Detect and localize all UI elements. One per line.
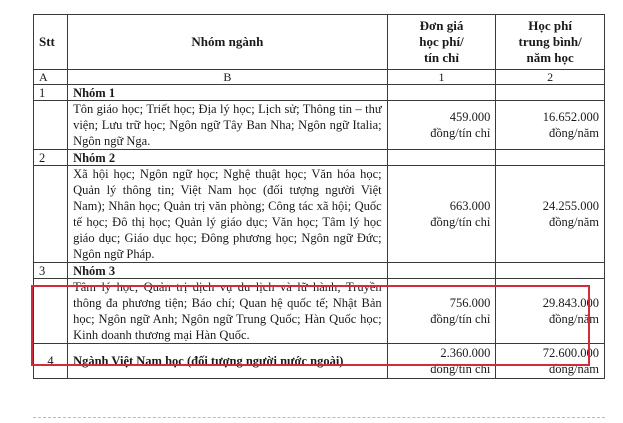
group-majors: Xã hội học; Ngôn ngữ học; Nghệ thuật học; Văn hóa học; Quản lý thông tin; Việt Nam học (đối tượng người Việt Nam); Nhân học; Quản trị văn phòng; Công tác xã hội; Quốc tế học; Đô thị học; Quản lý giáo dục; Văn học; Tâm lý học giáo dục; Giáo dục học; Đông phương học; Ngôn ngữ Đức; Ngôn ngữ Pháp. <box>68 166 388 263</box>
header-price-line: học phí/ <box>419 34 464 49</box>
price-unit: đồng/tín chỉ <box>430 362 491 376</box>
fee-unit: đồng/năm <box>549 215 599 229</box>
group-title-row <box>34 85 605 101</box>
group-stt: 3 <box>34 263 68 279</box>
special-stt: 4 <box>34 344 68 379</box>
empty-cell <box>387 85 496 101</box>
header-fee-line: Học phí <box>528 18 573 33</box>
price-cell <box>387 101 496 150</box>
header-stt: Stt <box>34 15 68 70</box>
subheader-b: B <box>68 70 388 85</box>
price-unit: đồng/tín chỉ <box>430 312 491 326</box>
group-title: Nhóm 3 <box>68 263 388 279</box>
empty-cell <box>387 263 496 279</box>
group-majors: Tôn giáo học; Triết học; Địa lý học; Lịch sử; Thông tin – thư viện; Lưu trữ học; Ngôn ngữ Tây Ban Nha; Ngôn ngữ Italia; Ngôn ngữ Nga. <box>68 101 388 150</box>
fee-unit: đồng/năm <box>549 362 599 376</box>
empty-cell <box>496 263 605 279</box>
group-title: Nhóm 1 <box>68 85 388 101</box>
fee-value: 24.255.000 <box>542 199 599 213</box>
price-value: 2.360.000 <box>440 346 491 360</box>
fee-value: 16.652.000 <box>542 110 599 124</box>
price-value: 663.000 <box>449 199 491 213</box>
tuition-table <box>33 14 605 379</box>
fee-cell <box>496 344 605 379</box>
empty-cell <box>496 85 605 101</box>
fee-unit: đồng/năm <box>549 312 599 326</box>
special-row <box>34 344 605 379</box>
special-name: Ngành Việt Nam học (đối tượng người nước ngoài) <box>68 344 388 379</box>
fee-cell <box>496 279 605 344</box>
page-bottom-divider <box>33 417 605 418</box>
fee-unit: đồng/năm <box>549 126 599 140</box>
empty-cell <box>34 279 68 344</box>
price-unit: đồng/tín chỉ <box>430 126 491 140</box>
group-majors: Tâm lý học; Quản trị dịch vụ du lịch và lữ hành; Truyền thông đa phương tiện; Báo chí; Quan hệ quốc tế; Nhật Bản học; Ngôn ngữ Anh; Ngôn ngữ Trung Quốc; Hàn Quốc học; Kinh doanh thương mại Hàn Quốc. <box>68 279 388 344</box>
header-price <box>387 15 496 70</box>
group-title: Nhóm 2 <box>68 150 388 166</box>
group-detail-row <box>34 279 605 344</box>
fee-cell <box>496 166 605 263</box>
price-value: 756.000 <box>449 296 491 310</box>
group-stt: 1 <box>34 85 68 101</box>
fee-cell <box>496 101 605 150</box>
header-fee-line: trung bình/ <box>518 34 582 49</box>
subheader-1: 1 <box>387 70 496 85</box>
empty-cell <box>496 150 605 166</box>
price-unit: đồng/tín chỉ <box>430 215 491 229</box>
subheader-2: 2 <box>496 70 605 85</box>
subheader-row <box>34 70 605 85</box>
fee-value: 29.843.000 <box>542 296 599 310</box>
header-fee-line: năm học <box>526 50 574 65</box>
empty-cell <box>34 166 68 263</box>
header-price-line: tín chỉ <box>423 50 459 65</box>
subheader-a: A <box>34 70 68 85</box>
price-cell <box>387 279 496 344</box>
price-cell <box>387 344 496 379</box>
fee-value: 72.600.000 <box>542 346 599 360</box>
header-row <box>34 15 605 70</box>
group-detail-row <box>34 101 605 150</box>
header-fee <box>496 15 605 70</box>
group-detail-row <box>34 166 605 263</box>
header-price-line: Đơn giá <box>419 18 464 33</box>
price-value: 459.000 <box>449 110 491 124</box>
group-title-row <box>34 150 605 166</box>
group-stt: 2 <box>34 150 68 166</box>
price-cell <box>387 166 496 263</box>
empty-cell <box>387 150 496 166</box>
empty-cell <box>34 101 68 150</box>
header-group: Nhóm ngành <box>68 15 388 70</box>
group-title-row <box>34 263 605 279</box>
